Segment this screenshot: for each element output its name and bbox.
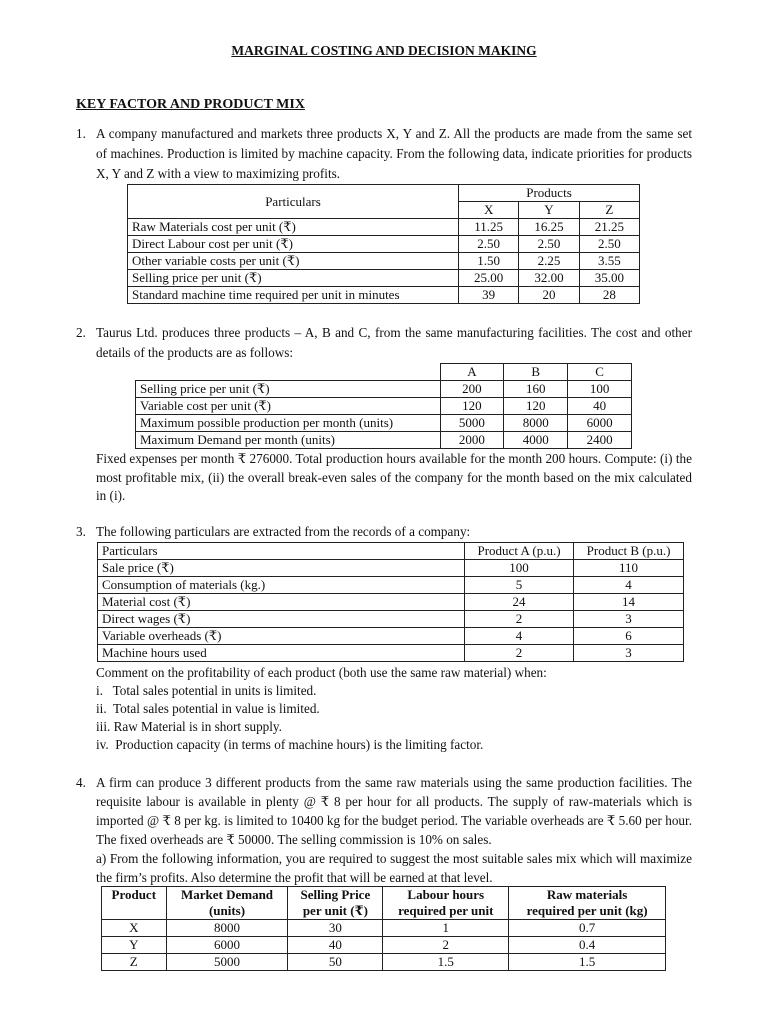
q4-table	[101, 886, 666, 971]
table-cell: 21.25	[579, 219, 639, 236]
header-cell: Selling Price per unit (₹)	[288, 887, 383, 920]
table-cell: 40	[288, 937, 383, 954]
table-row	[98, 628, 684, 645]
table-cell: 5000	[440, 415, 504, 432]
table-cell: 28	[579, 287, 639, 304]
table-row	[128, 270, 640, 287]
question-number: 1.	[76, 126, 86, 141]
table-row	[98, 560, 684, 577]
header-cell: Particulars	[98, 543, 465, 560]
table-cell: 2400	[568, 432, 632, 449]
table-cell: 4	[465, 628, 574, 645]
table-cell: 5	[465, 577, 574, 594]
table-cell: 1.5	[383, 954, 509, 971]
table-row	[98, 645, 684, 662]
list-item: i. Total sales potential in units is limited.	[96, 683, 317, 698]
question-number: 4.	[76, 775, 86, 790]
table-cell: 2.50	[579, 236, 639, 253]
question-2	[76, 323, 692, 363]
question-text: A firm can produce 3 different products from the same raw materials using the same production facilities. The requisite labour is available in plenty @ ₹ 8 per hour for all products. The supply of raw-materials which is imported @ ₹ 8 per kg. is limited to 10400 kg for the budget period. The variable overheads are ₹ 5.60 per hour. The fixed overheads are ₹ 50000. The selling commission is 10% on sales.	[96, 775, 692, 847]
table-cell: 3	[574, 645, 684, 662]
header-cell: A	[440, 364, 504, 381]
table-cell: 4	[574, 577, 684, 594]
table-cell: 6000	[568, 415, 632, 432]
header-cell: Products	[459, 185, 640, 202]
row-label: Variable cost per unit (₹)	[136, 398, 441, 415]
question-4	[76, 773, 692, 887]
table-cell: 2.50	[519, 236, 579, 253]
list-item: iii. Raw Material is in short supply.	[96, 719, 282, 734]
q3-comment: Comment on the profitability of each product (both use the same raw material) when:	[96, 665, 547, 680]
question-text: A company manufactured and markets three products X, Y and Z. All the products are made from the same set of machines. Production is limited by machine capacity. From the following data, indicate priorities for products X, Y and Z with a view to maximizing profits.	[96, 126, 692, 181]
table-row	[136, 381, 632, 398]
table-cell: 8000	[166, 920, 288, 937]
table-cell: 20	[519, 287, 579, 304]
header-cell: X	[459, 202, 519, 219]
table-cell: 0.7	[509, 920, 666, 937]
q2-table	[135, 363, 632, 449]
table-row	[128, 253, 640, 270]
row-label: Direct wages (₹)	[98, 611, 465, 628]
question-text: The following particulars are extracted from the records of a company:	[96, 524, 471, 539]
q1-table	[127, 184, 640, 304]
table-cell: 100	[568, 381, 632, 398]
page-title: MARGINAL COSTING AND DECISION MAKING	[231, 43, 537, 58]
section-heading: KEY FACTOR AND PRODUCT MIX	[76, 97, 305, 112]
table-cell: Y	[102, 937, 167, 954]
table-cell: 5000	[166, 954, 288, 971]
table-cell: Z	[102, 954, 167, 971]
row-label: Maximum possible production per month (units)	[136, 415, 441, 432]
table-row	[102, 954, 666, 971]
table-row	[136, 432, 632, 449]
header-cell: Product	[102, 887, 167, 920]
row-label: Other variable costs per unit (₹)	[128, 253, 459, 270]
question-text: Taurus Ltd. produces three products – A, B and C, from the same manufacturing facilities. The cost and other details of the products are as follows:	[96, 325, 692, 360]
list-item: iv. Production capacity (in terms of machine hours) is the limiting factor.	[96, 737, 484, 752]
table-cell: 8000	[504, 415, 568, 432]
table-cell: 11.25	[459, 219, 519, 236]
table-row	[102, 920, 666, 937]
table-cell: 25.00	[459, 270, 519, 287]
table-row	[102, 937, 666, 954]
table-cell: 50	[288, 954, 383, 971]
question-1	[76, 124, 692, 184]
table-row	[128, 287, 640, 304]
table-cell: 39	[459, 287, 519, 304]
row-label: Direct Labour cost per unit (₹)	[128, 236, 459, 253]
table-cell: 4000	[504, 432, 568, 449]
table-cell: 24	[465, 594, 574, 611]
row-label: Consumption of materials (kg.)	[98, 577, 465, 594]
row-label: Sale price (₹)	[98, 560, 465, 577]
table-cell: 2	[465, 611, 574, 628]
row-label: Material cost (₹)	[98, 594, 465, 611]
q2-after-text: Fixed expenses per month ₹ 276000. Total production hours available for the month 200 hours. Compute: (i) the most profitable mix, (ii) the overall break-even sales of the company for the month based on the mix calculated in (i).	[96, 451, 692, 503]
row-label: Standard machine time required per unit in minutes	[128, 287, 459, 304]
table-cell: 1	[383, 920, 509, 937]
table-cell: X	[102, 920, 167, 937]
table-cell: 2	[465, 645, 574, 662]
table-cell: 110	[574, 560, 684, 577]
header-cell: Y	[519, 202, 579, 219]
table-cell: 6000	[166, 937, 288, 954]
row-label: Selling price per unit (₹)	[128, 270, 459, 287]
row-label: Raw Materials cost per unit (₹)	[128, 219, 459, 236]
header-cell: Product A (p.u.)	[465, 543, 574, 560]
header-cell: Raw materials required per unit (kg)	[509, 887, 666, 920]
table-row	[136, 398, 632, 415]
row-label: Maximum Demand per month (units)	[136, 432, 441, 449]
table-cell: 120	[504, 398, 568, 415]
list-item: ii. Total sales potential in value is limited.	[96, 701, 320, 716]
table-cell: 2000	[440, 432, 504, 449]
header-cell: Particulars	[128, 185, 459, 219]
table-row	[136, 415, 632, 432]
table-cell: 1.5	[509, 954, 666, 971]
header-cell: B	[504, 364, 568, 381]
table-row	[98, 594, 684, 611]
question-subtext: a) From the following information, you are required to suggest the most suitable sales mix which will maximize the firm’s profits. Also determine the profit that will be earned at that level.	[96, 851, 692, 885]
table-cell: 3	[574, 611, 684, 628]
table-cell: 35.00	[579, 270, 639, 287]
table-row	[98, 577, 684, 594]
table-cell: 3.55	[579, 253, 639, 270]
table-cell: 14	[574, 594, 684, 611]
question-3	[76, 522, 692, 542]
table-row	[128, 219, 640, 236]
table-cell: 0.4	[509, 937, 666, 954]
row-label: Selling price per unit (₹)	[136, 381, 441, 398]
header-cell: C	[568, 364, 632, 381]
header-cell: Labour hours required per unit	[383, 887, 509, 920]
table-cell: 2.50	[459, 236, 519, 253]
table-cell: 2.25	[519, 253, 579, 270]
row-label: Machine hours used	[98, 645, 465, 662]
row-label: Variable overheads (₹)	[98, 628, 465, 645]
table-cell: 120	[440, 398, 504, 415]
table-cell: 32.00	[519, 270, 579, 287]
question-number: 3.	[76, 524, 86, 539]
table-cell: 2	[383, 937, 509, 954]
table-cell: 100	[465, 560, 574, 577]
table-cell: 6	[574, 628, 684, 645]
table-cell: 40	[568, 398, 632, 415]
table-cell: 16.25	[519, 219, 579, 236]
q3-table	[97, 542, 684, 662]
question-number: 2.	[76, 325, 86, 340]
header-cell: Product B (p.u.)	[574, 543, 684, 560]
table-cell: 30	[288, 920, 383, 937]
table-cell: 1.50	[459, 253, 519, 270]
table-cell: 200	[440, 381, 504, 398]
table-row	[128, 236, 640, 253]
table-cell: 160	[504, 381, 568, 398]
table-row	[98, 611, 684, 628]
header-cell: Z	[579, 202, 639, 219]
header-cell: Market Demand (units)	[166, 887, 288, 920]
